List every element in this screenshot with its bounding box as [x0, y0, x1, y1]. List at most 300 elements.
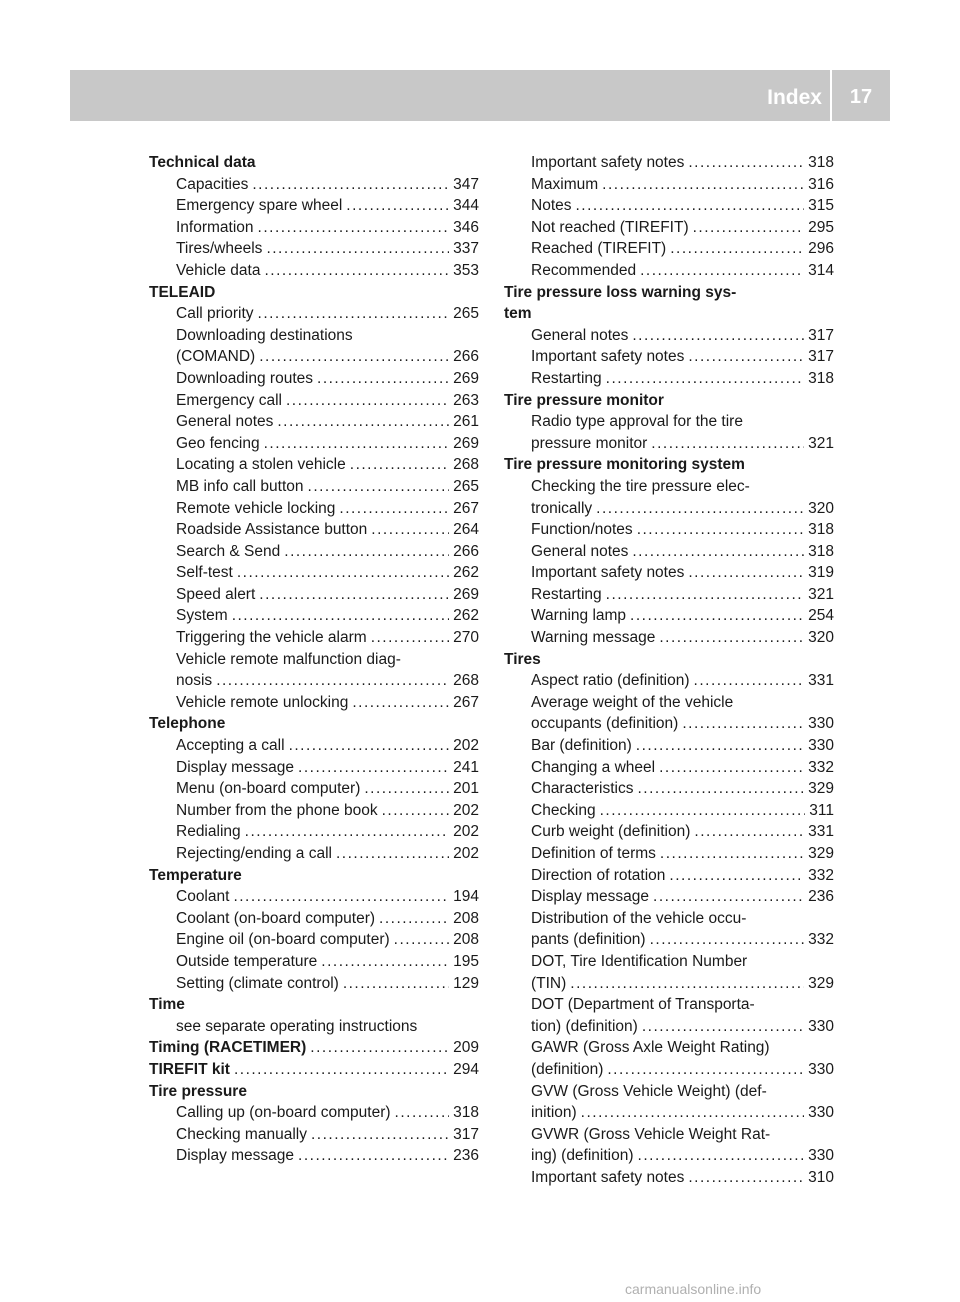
index-subentry — [504, 670, 834, 692]
index-subentry — [149, 886, 479, 908]
dot-leader — [394, 929, 449, 951]
index-subentry — [149, 454, 479, 476]
entry-page-number: 320 — [808, 499, 834, 517]
index-subentry — [504, 368, 834, 390]
entry-label: Emergency call — [176, 391, 282, 409]
index-subentry — [149, 584, 479, 606]
dot-leader — [350, 454, 449, 476]
entry-page-number: 330 — [808, 737, 834, 755]
index-subentry — [149, 260, 479, 282]
dot-leader — [382, 800, 450, 822]
entry-label: Display message — [531, 888, 650, 906]
dot-leader — [669, 865, 804, 887]
index-subentry — [504, 152, 834, 174]
index-subentry — [504, 778, 834, 800]
entry-page-number: 236 — [808, 888, 834, 906]
entry-page-number: 332 — [808, 866, 834, 884]
entry-page-number: 202 — [453, 737, 479, 755]
entry-page-number: 319 — [808, 564, 834, 582]
entry-page-number: 266 — [453, 542, 479, 560]
dot-leader — [570, 973, 804, 995]
entry-page-number: 318 — [808, 369, 834, 387]
dot-leader — [237, 562, 449, 584]
entry-page-number: 241 — [453, 758, 479, 776]
entry-label: Important safety notes — [531, 1168, 685, 1186]
entry-label: Bar (definition) — [531, 737, 632, 755]
entry-page-number: 195 — [453, 952, 479, 970]
dot-leader — [310, 1037, 449, 1059]
entry-page-number: 236 — [453, 1147, 479, 1165]
index-subentry — [504, 519, 834, 541]
dot-leader — [259, 584, 449, 606]
entry-page-number: 332 — [808, 931, 834, 949]
entry-page-number: 264 — [453, 521, 479, 539]
index-subentry — [504, 929, 834, 951]
entry-label: Definition of terms — [531, 845, 656, 862]
entry-label: Display message — [176, 758, 295, 776]
entry-label: Changing a wheel — [531, 758, 656, 776]
dot-leader — [694, 821, 804, 843]
index-column-left — [149, 152, 479, 1167]
entry-label: Self-test — [176, 564, 233, 582]
entry-label: pressure monitor — [531, 434, 648, 452]
header-bar — [70, 70, 890, 121]
dot-leader — [258, 303, 450, 325]
entry-page-number: 353 — [453, 261, 479, 279]
entry-label: Warning lamp — [531, 607, 627, 625]
dot-leader — [693, 217, 805, 239]
entry-label: Recommended — [531, 261, 637, 279]
entry-label: Vehicle data — [176, 261, 261, 279]
index-subentry — [149, 195, 479, 217]
dot-leader — [694, 670, 805, 692]
entry-page-number: 201 — [453, 780, 479, 798]
entry-label: Maximum — [531, 175, 599, 193]
entry-label: Checking — [531, 801, 596, 819]
dot-leader — [277, 411, 449, 433]
entry-label: (COMAND) — [176, 348, 256, 366]
entry-label: Setting (climate control) — [176, 974, 339, 992]
entry-label: Important safety notes — [531, 564, 685, 582]
index-subentry — [504, 821, 834, 843]
page-number: 17 — [849, 86, 873, 108]
entry-label: Characteristics — [531, 780, 634, 798]
entry-label: Warning message — [531, 629, 656, 647]
dot-leader — [395, 1102, 450, 1124]
entry-page-number: 269 — [453, 585, 479, 603]
entry-page-number: 267 — [453, 693, 479, 711]
entry-page-number: 262 — [453, 607, 479, 625]
entry-page-number: 202 — [453, 823, 479, 841]
entry-label: tion) (definition) — [531, 1017, 638, 1035]
index-subentry — [504, 238, 834, 260]
entry-label: Roadside Assistance button — [176, 521, 368, 539]
entry-label: Number from the phone book — [176, 801, 378, 819]
entry-page-number: 331 — [808, 672, 834, 690]
index-heading: Time — [149, 996, 185, 1014]
index-subentry — [504, 735, 834, 757]
index-subentry — [504, 1016, 834, 1038]
entry-page-number: 329 — [808, 974, 834, 992]
index-subentry — [504, 195, 834, 217]
index-subentry — [149, 433, 479, 455]
dot-leader — [321, 951, 449, 973]
entry-label: Geo fencing — [176, 434, 260, 452]
index-subentry — [149, 670, 479, 692]
entry-label: occupants (definition) — [531, 715, 679, 733]
dot-leader — [286, 390, 449, 412]
entry-page-number: 315 — [808, 197, 834, 215]
dot-leader — [245, 821, 449, 843]
entry-page-number: 317 — [808, 326, 834, 344]
dot-leader — [688, 346, 804, 368]
index-subentry — [504, 541, 834, 563]
entry-label: inition) — [531, 1104, 577, 1122]
index-heading: Telephone — [149, 715, 226, 733]
index-subentry-text: Downloading destinations — [176, 326, 353, 344]
entry-label: Emergency spare wheel — [176, 197, 343, 215]
dot-leader — [606, 368, 804, 390]
index-subentry — [504, 260, 834, 282]
entry-page-number: 262 — [453, 564, 479, 582]
entry-label: Timing (RACETIMER) — [149, 1039, 307, 1057]
entry-page-number: 337 — [453, 240, 479, 258]
dot-leader — [346, 195, 449, 217]
index-subentry — [149, 973, 479, 995]
dot-leader — [607, 1059, 804, 1081]
entry-label: Not reached (TIREFIT) — [531, 218, 689, 236]
dot-leader — [602, 174, 804, 196]
index-subentry — [149, 627, 479, 649]
index-heading: Tire pressure monitor — [504, 391, 664, 409]
entry-label: Vehicle remote unlocking — [176, 693, 349, 711]
index-subentry-text: DOT, Tire Identification Number — [531, 952, 748, 970]
index-subentry — [504, 973, 834, 995]
entry-label: (definition) — [531, 1060, 604, 1078]
entry-label: Engine oil (on-board computer) — [176, 931, 390, 949]
dot-leader — [632, 325, 804, 347]
entry-page-number: 330 — [808, 1104, 834, 1122]
index-subentry — [504, 800, 834, 822]
entry-page-number: 269 — [453, 434, 479, 452]
index-subentry — [504, 1145, 834, 1167]
index-subentry-text: see separate operating instructions — [176, 1017, 418, 1035]
dot-leader — [308, 476, 450, 498]
entry-label: Restarting — [531, 585, 602, 603]
entry-label: Triggering the vehicle alarm — [176, 629, 367, 647]
index-subentry — [149, 368, 479, 390]
index-subentry — [504, 562, 834, 584]
index-subentry — [149, 1124, 479, 1146]
entry-label: Checking manually — [176, 1125, 307, 1143]
entry-page-number: 129 — [453, 974, 479, 992]
entry-page-number: 330 — [808, 1017, 834, 1035]
entry-label: Locating a stolen vehicle — [176, 456, 346, 474]
entry-label: tronically — [531, 499, 593, 517]
index-subentry — [149, 735, 479, 757]
index-subentry — [149, 174, 479, 196]
entry-label: Calling up (on-board computer) — [176, 1104, 391, 1122]
index-subentry — [149, 692, 479, 714]
index-heading: Tire pressure loss warning sys- — [504, 283, 737, 301]
index-subentry — [504, 713, 834, 735]
dot-leader — [632, 541, 804, 563]
index-subentry — [149, 908, 479, 930]
entry-page-number: 318 — [808, 154, 834, 171]
entry-page-number: 330 — [808, 715, 834, 733]
index-heading: Temperature — [149, 866, 242, 884]
dot-leader — [258, 217, 450, 239]
dot-leader — [642, 1016, 804, 1038]
index-heading: Tires — [504, 650, 541, 668]
entry-page-number: 263 — [453, 391, 479, 409]
entry-label: Remote vehicle locking — [176, 499, 336, 517]
dot-leader — [650, 929, 805, 951]
index-subentry — [149, 411, 479, 433]
dot-leader — [284, 541, 449, 563]
entry-label: Call priority — [176, 305, 254, 323]
entry-page-number: 267 — [453, 499, 479, 517]
entry-page-number: 344 — [453, 197, 479, 215]
entry-page-number: 346 — [453, 218, 479, 236]
entry-page-number: 329 — [808, 845, 834, 862]
entry-page-number: 202 — [453, 845, 479, 862]
dot-leader — [364, 778, 449, 800]
index-subentry — [504, 865, 834, 887]
entry-page-number: 317 — [453, 1125, 479, 1143]
index-heading: Tire pressure monitoring system — [504, 456, 745, 474]
dot-leader — [298, 757, 449, 779]
dot-leader — [576, 195, 805, 217]
entry-label: MB info call button — [176, 477, 304, 495]
entry-label: TIREFIT kit — [149, 1060, 230, 1078]
entry-label: Restarting — [531, 369, 602, 387]
entry-page-number: 254 — [808, 607, 834, 625]
entry-label: Tires/wheels — [176, 240, 263, 258]
dot-leader — [298, 1145, 449, 1167]
entry-page-number: 331 — [808, 823, 834, 841]
index-subentry — [149, 1102, 479, 1124]
index-heading-entry — [149, 1037, 479, 1059]
entry-page-number: 330 — [808, 1060, 834, 1078]
dot-leader — [317, 368, 449, 390]
dot-leader — [596, 498, 804, 520]
entry-page-number: 321 — [808, 585, 834, 603]
entry-page-number: 265 — [453, 305, 479, 323]
index-subentry — [504, 1059, 834, 1081]
dot-leader — [289, 735, 450, 757]
entry-label: Rejecting/ending a call — [176, 845, 332, 862]
dot-leader — [264, 260, 449, 282]
dot-leader — [252, 174, 449, 196]
dot-leader — [637, 519, 804, 541]
dot-leader — [352, 692, 449, 714]
index-subentry — [504, 325, 834, 347]
entry-label: Function/notes — [531, 521, 633, 539]
entry-page-number: 269 — [453, 369, 479, 387]
entry-page-number: 311 — [809, 801, 834, 819]
entry-page-number: 194 — [453, 888, 479, 906]
dot-leader — [638, 778, 805, 800]
entry-page-number: 268 — [453, 456, 479, 474]
entry-page-number: 320 — [808, 629, 834, 647]
entry-label: Direction of rotation — [531, 866, 666, 884]
entry-label: Reached (TIREFIT) — [531, 240, 667, 258]
watermark: carmanualsonline.info — [625, 1281, 762, 1297]
entry-page-number: 318 — [808, 521, 834, 539]
index-subentry-text: DOT (Department of Transporta- — [531, 996, 755, 1014]
entry-label: Redialing — [176, 823, 241, 841]
index-subentry — [504, 843, 834, 865]
dot-leader — [659, 757, 804, 779]
index-heading-entry — [149, 1059, 479, 1081]
index-subentry-text: Average weight of the vehicle — [531, 693, 734, 711]
dot-leader — [688, 152, 804, 174]
index-subentry — [149, 605, 479, 627]
entry-page-number: 318 — [808, 542, 834, 560]
entry-page-number: 209 — [453, 1039, 479, 1057]
entry-label: Outside temperature — [176, 952, 318, 970]
index-subentry — [149, 562, 479, 584]
entry-page-number: 310 — [808, 1168, 834, 1186]
dot-leader — [688, 1167, 804, 1189]
entry-page-number: 268 — [453, 672, 479, 690]
index-subentry — [149, 346, 479, 368]
dot-leader — [336, 843, 449, 865]
entry-page-number: 270 — [453, 629, 479, 647]
dot-leader — [234, 1059, 449, 1081]
index-subentry — [149, 951, 479, 973]
index-column-right — [504, 152, 834, 1189]
entry-label: Speed alert — [176, 585, 256, 603]
index-subentry — [504, 1102, 834, 1124]
index-subentry — [149, 303, 479, 325]
index-subentry — [149, 217, 479, 239]
index-subentry — [149, 541, 479, 563]
index-subentry-text: Checking the tire pressure elec- — [531, 477, 750, 495]
dot-leader — [266, 238, 449, 260]
dot-leader — [343, 973, 449, 995]
dot-leader — [651, 433, 804, 455]
index-subentry — [504, 605, 834, 627]
index-subentry — [504, 346, 834, 368]
index-subentry — [149, 390, 479, 412]
entry-page-number: 318 — [453, 1104, 479, 1122]
dot-leader — [339, 498, 449, 520]
index-subentry-text: GVW (Gross Vehicle Weight) (def- — [531, 1082, 767, 1100]
dot-leader — [653, 886, 804, 908]
index-heading: Tire pressure — [149, 1082, 247, 1100]
entry-label: Coolant — [176, 888, 230, 906]
index-subentry — [149, 843, 479, 865]
index-heading: TELEAID — [149, 283, 216, 301]
index-subentry — [149, 498, 479, 520]
entry-label: Display message — [176, 1147, 295, 1165]
index-subentry — [504, 886, 834, 908]
entry-page-number: 321 — [808, 434, 834, 452]
index-subentry — [504, 174, 834, 196]
entry-label: Aspect ratio (definition) — [531, 672, 690, 690]
index-subentry-text: Vehicle remote malfunction diag- — [176, 650, 401, 668]
entry-page-number: 347 — [453, 175, 479, 193]
index-subentry-text: GAWR (Gross Axle Weight Rating) — [531, 1039, 770, 1057]
entry-page-number: 266 — [453, 348, 479, 366]
entry-page-number: 261 — [453, 413, 479, 431]
entry-page-number: 316 — [808, 175, 834, 193]
entry-page-number: 296 — [808, 240, 834, 258]
index-heading: Technical data — [149, 154, 256, 171]
entry-label: nosis — [176, 672, 213, 690]
dot-leader — [660, 843, 804, 865]
entry-page-number: 208 — [453, 909, 479, 927]
dot-leader — [264, 433, 450, 455]
dot-leader — [640, 260, 804, 282]
index-subentry — [504, 584, 834, 606]
entry-label: Information — [176, 218, 254, 236]
entry-label: Important safety notes — [531, 154, 685, 171]
entry-label: Capacities — [176, 175, 249, 193]
entry-page-number: 314 — [808, 261, 834, 279]
dot-leader — [600, 800, 806, 822]
index-subentry — [504, 433, 834, 455]
entry-page-number: 208 — [453, 931, 479, 949]
dot-leader — [371, 519, 449, 541]
dot-leader — [630, 605, 804, 627]
dot-leader — [371, 627, 449, 649]
index-subentry — [149, 757, 479, 779]
dot-leader — [670, 238, 804, 260]
entry-label: System — [176, 607, 228, 625]
dot-leader — [379, 908, 449, 930]
entry-page-number: 329 — [808, 780, 834, 798]
index-subentry — [149, 476, 479, 498]
entry-label: Notes — [531, 197, 572, 215]
index-heading: tem — [504, 305, 532, 323]
entry-label: pants (definition) — [531, 931, 646, 949]
dot-leader — [259, 346, 449, 368]
entry-label: General notes — [176, 413, 274, 431]
dot-leader — [311, 1124, 449, 1146]
index-subentry — [504, 757, 834, 779]
dot-leader — [606, 584, 804, 606]
index-subentry — [149, 821, 479, 843]
index-subentry — [504, 498, 834, 520]
entry-label: ing) (definition) — [531, 1147, 634, 1165]
entry-label: Curb weight (definition) — [531, 823, 691, 841]
index-subentry — [149, 1145, 479, 1167]
index-subentry-text: Radio type approval for the tire — [531, 413, 743, 431]
entry-page-number: 330 — [808, 1147, 834, 1165]
index-subentry — [149, 929, 479, 951]
dot-leader — [232, 605, 449, 627]
index-subentry — [149, 778, 479, 800]
entry-page-number: 295 — [808, 218, 834, 236]
entry-label: Downloading routes — [176, 369, 314, 387]
entry-page-number: 332 — [808, 758, 834, 776]
entry-page-number: 202 — [453, 801, 479, 819]
dot-leader — [638, 1145, 805, 1167]
index-subentry-text: GVWR (Gross Vehicle Weight Rat- — [531, 1125, 771, 1143]
dot-leader — [216, 670, 449, 692]
dot-leader — [659, 627, 804, 649]
entry-label: Accepting a call — [176, 737, 285, 755]
entry-page-number: 294 — [453, 1060, 479, 1078]
index-subentry — [149, 519, 479, 541]
entry-label: General notes — [531, 326, 629, 344]
index-subentry — [504, 217, 834, 239]
index-subentry — [149, 800, 479, 822]
dot-leader — [233, 886, 449, 908]
